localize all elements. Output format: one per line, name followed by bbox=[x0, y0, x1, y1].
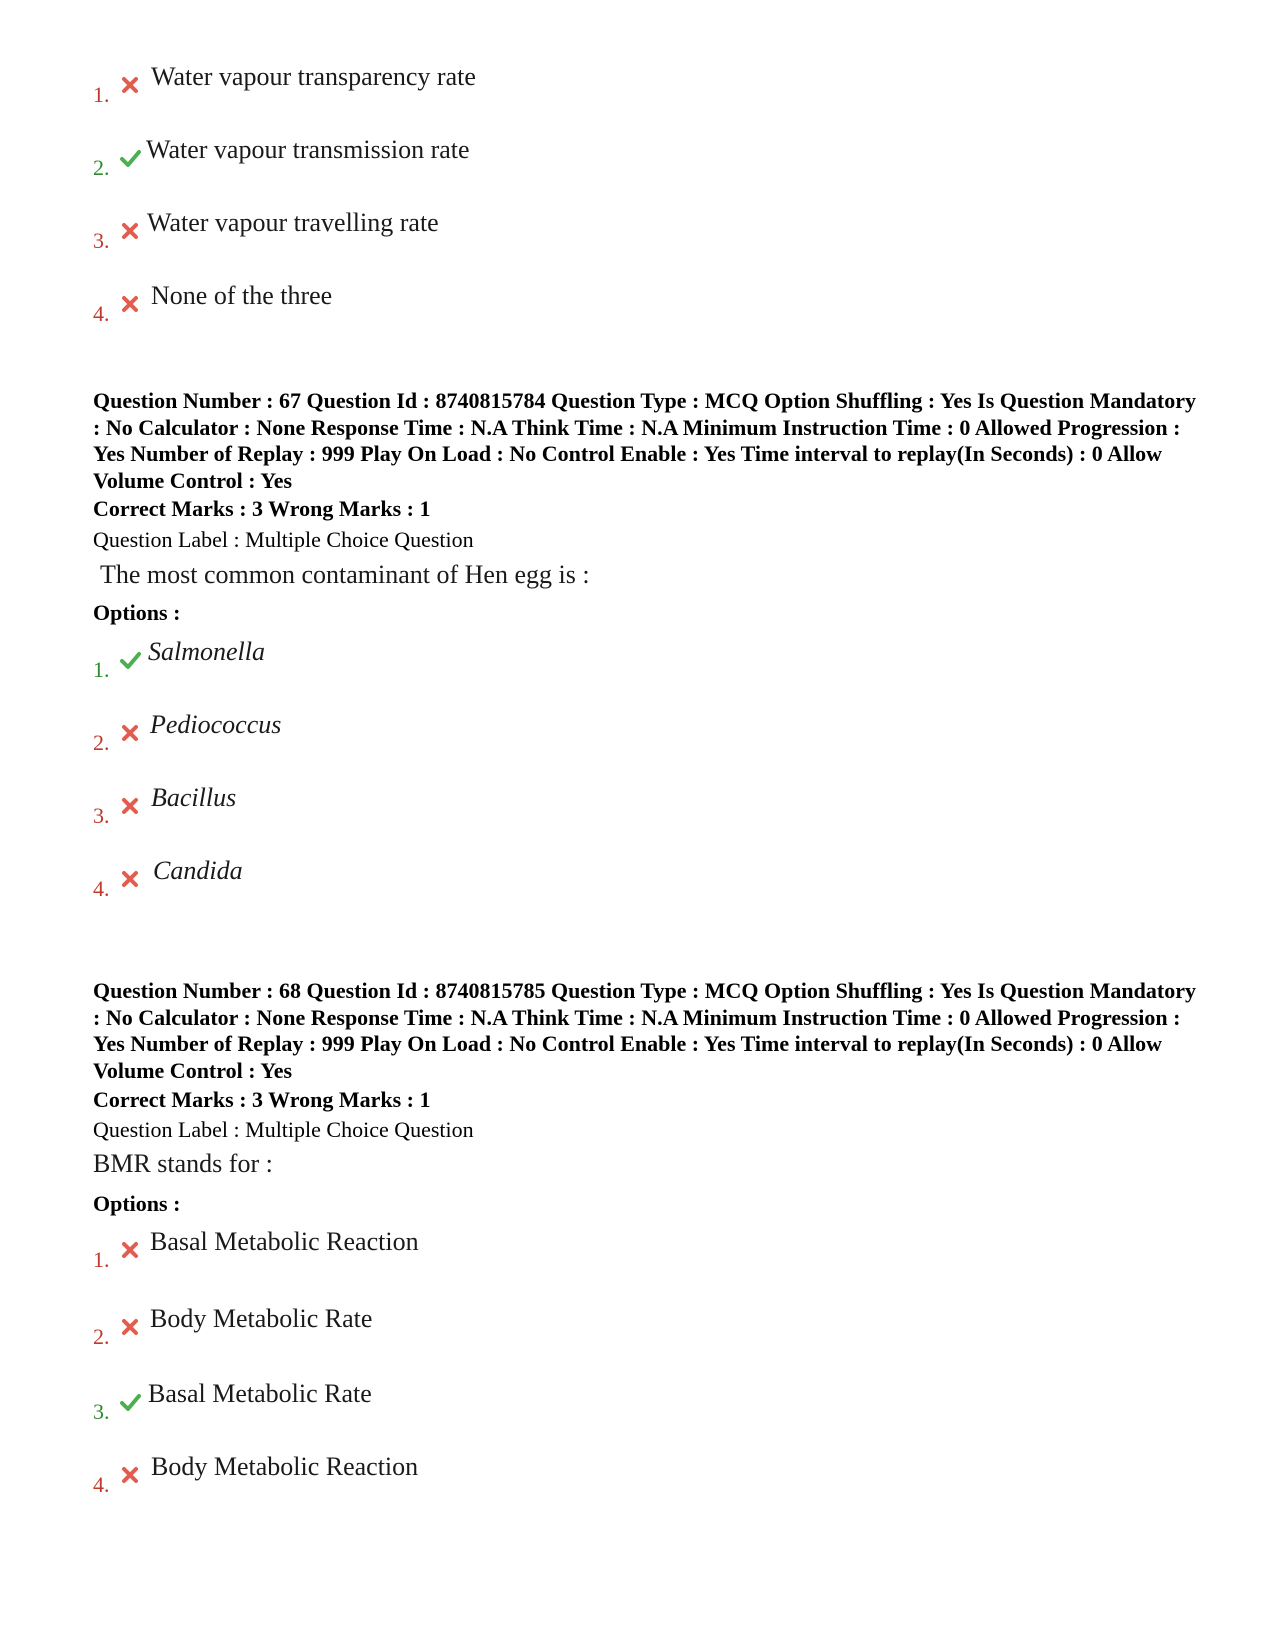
option-number: 4. bbox=[93, 1472, 110, 1497]
cross-icon bbox=[119, 1464, 141, 1486]
cross-icon bbox=[119, 1239, 141, 1261]
option-item bbox=[93, 62, 793, 108]
option-text: Water vapour transmission rate bbox=[146, 135, 470, 164]
option-item bbox=[93, 281, 793, 327]
question-68-label: Question Label : Multiple Choice Question bbox=[93, 1117, 474, 1142]
check-icon bbox=[119, 649, 141, 671]
check-icon bbox=[119, 147, 141, 169]
option-number: 3. bbox=[93, 228, 110, 253]
question-68-marks: Correct Marks : 3 Wrong Marks : 1 bbox=[93, 1087, 431, 1112]
option-item bbox=[93, 783, 793, 829]
option-number: 2. bbox=[93, 1324, 110, 1349]
option-number: 3. bbox=[93, 803, 110, 828]
question-68-meta: Question Number : 68 Question Id : 8740815785 Question Type : MCQ Option Shuffling : Yes Is Question Mandatory : No Calculator : None Response Time : N.A Think Time : N.A Minimum Instruction Time : 0 Allowed Progression : Yes Number of Replay : 999 Play On Load : No Control Enable : Yes Time interval to replay(In Seconds) : 0 Allow Volume Control : Yes bbox=[93, 978, 1196, 1083]
option-text: Bacillus bbox=[151, 783, 237, 812]
option-number: 1. bbox=[93, 82, 110, 107]
cross-icon bbox=[119, 220, 141, 242]
option-text: Salmonella bbox=[148, 637, 265, 666]
cross-icon bbox=[119, 868, 141, 890]
option-number: 1. bbox=[93, 657, 110, 682]
option-item bbox=[93, 1304, 793, 1350]
option-item bbox=[93, 135, 793, 181]
option-text: Water vapour travelling rate bbox=[147, 208, 439, 237]
question-68-stem: BMR stands for : bbox=[93, 1149, 273, 1178]
cross-icon bbox=[119, 795, 141, 817]
option-number: 2. bbox=[93, 155, 110, 180]
cross-icon bbox=[119, 74, 141, 96]
option-number: 1. bbox=[93, 1247, 110, 1272]
question-67-marks: Correct Marks : 3 Wrong Marks : 1 bbox=[93, 496, 431, 521]
option-text: Pediococcus bbox=[150, 710, 282, 739]
option-text: None of the three bbox=[151, 281, 333, 310]
option-item bbox=[93, 856, 793, 902]
option-number: 4. bbox=[93, 876, 110, 901]
option-text: Water vapour transparency rate bbox=[151, 62, 476, 91]
option-item bbox=[93, 637, 793, 683]
question-67-label: Question Label : Multiple Choice Question bbox=[93, 527, 474, 552]
question-67-meta: Question Number : 67 Question Id : 8740815784 Question Type : MCQ Option Shuffling : Yes Is Question Mandatory : No Calculator : None Response Time : N.A Think Time : N.A Minimum Instruction Time : 0 Allowed Progression : Yes Number of Replay : 999 Play On Load : No Control Enable : Yes Time interval to replay(In Seconds) : 0 Allow Volume Control : Yes bbox=[93, 388, 1196, 493]
option-number: 3. bbox=[93, 1399, 110, 1424]
option-item bbox=[93, 208, 793, 254]
question-67-stem: The most common contaminant of Hen egg is : bbox=[100, 560, 590, 589]
option-item bbox=[93, 1379, 793, 1425]
option-number: 2. bbox=[93, 730, 110, 755]
cross-icon bbox=[119, 722, 141, 744]
option-item bbox=[93, 1227, 793, 1273]
option-number: 4. bbox=[93, 301, 110, 326]
option-text: Body Metabolic Rate bbox=[150, 1304, 373, 1333]
question-67-options-label: Options : bbox=[93, 600, 181, 625]
option-item bbox=[93, 710, 793, 756]
question-68-options-label: Options : bbox=[93, 1191, 181, 1216]
option-text: Candida bbox=[153, 856, 243, 885]
check-icon bbox=[119, 1391, 141, 1413]
option-text: Basal Metabolic Reaction bbox=[150, 1227, 419, 1256]
option-text: Basal Metabolic Rate bbox=[148, 1379, 372, 1408]
cross-icon bbox=[119, 1316, 141, 1338]
option-item bbox=[93, 1452, 793, 1498]
cross-icon bbox=[119, 293, 141, 315]
option-text: Body Metabolic Reaction bbox=[151, 1452, 419, 1481]
